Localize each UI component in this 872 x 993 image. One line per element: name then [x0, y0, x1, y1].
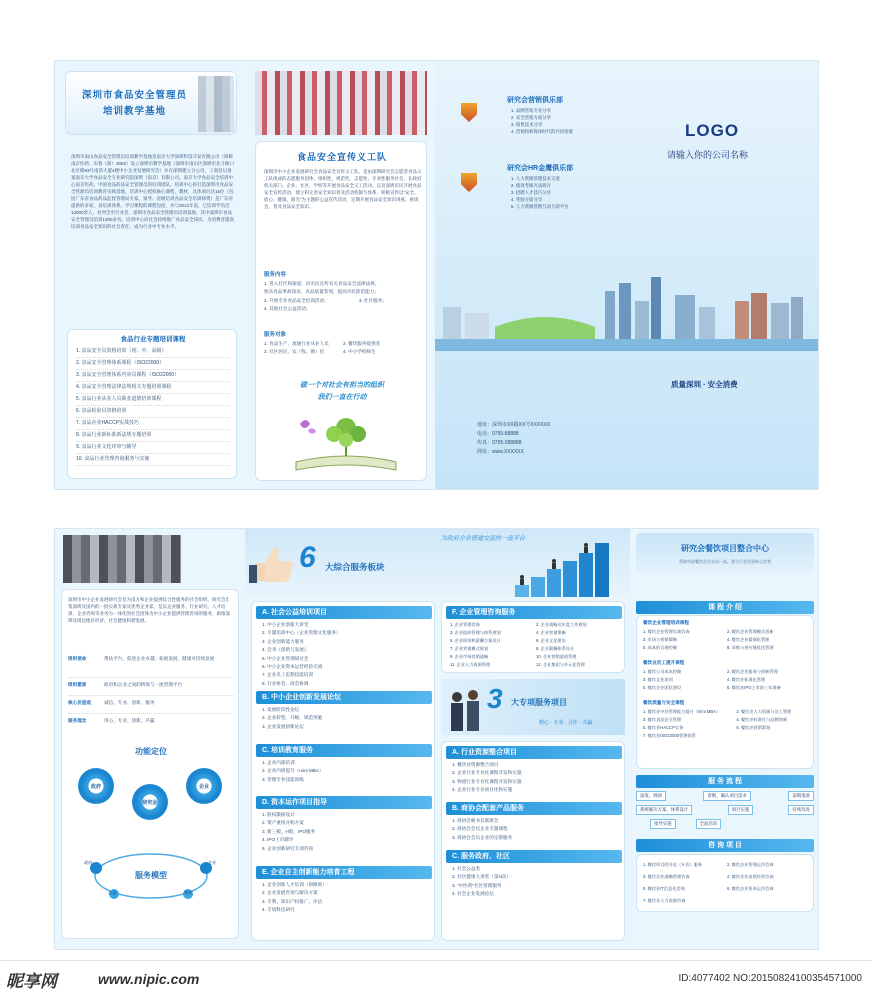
module-e-header: E. 企业自主创新能力培育工程 [256, 866, 432, 879]
watermark-id: ID:4077402 NO:20150824100354571000 [678, 973, 862, 984]
business-people-illustration [447, 687, 487, 733]
consult-item: 4. 餐饮企业连锁经营咨询 [727, 874, 774, 879]
marketing-club-item: 1. 品牌营销专业分享 [511, 108, 552, 113]
module-f-list [450, 621, 622, 669]
catering-group-2-header: 餐饮业员工提升课程 [643, 660, 685, 665]
consult-item: 3. 餐饮企业战略管理咨询 [643, 874, 690, 879]
module-f-item: 8. 企业薪酬体系设计 [536, 646, 575, 651]
course-item: 6. 食品检验员资格培训 [76, 406, 230, 418]
course-item: 4. 食品安全管理法律法规相关专题培训课程 [76, 382, 230, 394]
marketing-club-item: 2. 安全营销方面分享 [511, 115, 552, 120]
catering-header [636, 533, 814, 573]
six-modules-title: 大综合服务板块 [325, 562, 385, 572]
module-b-item: 3. 企业发展创新论坛 [262, 723, 304, 729]
service-flow-chart [636, 791, 814, 835]
service-banner-slogan: 为政府企业搭建交流的一流平台 [441, 536, 526, 542]
project-a-item: 1. 餐饮业资源整合项目 [452, 762, 499, 767]
company-name: 请输入你的公司名称 [667, 150, 749, 160]
catering-course-item: 6. 采购与供应链优化管理 [727, 645, 774, 650]
catering-course-item: 6. 餐饮业营销策划 [736, 725, 771, 730]
marketing-club-list [511, 107, 573, 135]
service-content-list [264, 280, 422, 314]
catering-group-3-list [643, 708, 811, 740]
hr-club-item: 5. 人力资源管理互动互助平台 [511, 204, 569, 209]
contact-info [477, 421, 550, 457]
course-list-title: 食品行业专题培训课程 [120, 336, 186, 343]
training-title-box [65, 71, 237, 135]
module-a-list [262, 621, 430, 688]
project-b-list [452, 817, 622, 842]
consult-item: 1. 餐饮项目的开店（开店）服务 [643, 862, 703, 867]
module-f-item: 10. 企业营销渠道管理 [536, 654, 577, 659]
hr-club-item: 4. 奖励方面分享 [511, 197, 543, 202]
module-a-item: 7. 企业员工思想技能培训 [262, 672, 314, 678]
watermark-brand: 昵享网 [6, 972, 57, 991]
watermark-url[interactable]: www.nipic.com [98, 971, 200, 987]
module-d-item: 2. 资产重组并购方案 [262, 820, 304, 826]
module-e-item: 2. 企业发展咨询与解决方案 [262, 890, 318, 896]
model-node-thinktank: 智库 [184, 890, 193, 895]
module-f-item: 6. 企业文化建设 [536, 638, 566, 643]
org-values-table [68, 656, 234, 732]
service-content-item: 3. 社区服务； [358, 297, 387, 303]
flow-row [636, 805, 814, 815]
catering-course-item: 5. 成本的合理控制 [643, 645, 677, 650]
city-skyline-illustration [435, 271, 819, 351]
service-banner [245, 529, 630, 597]
module-f-item: 11. 企业人力资源管理 [450, 662, 491, 667]
module-f-item: 5. 企业绩效和薪酬方案设计 [450, 638, 501, 643]
project-a-item: 2. 企业行业专业化课程开发和实施 [452, 770, 522, 776]
project-a-item: 3. 物流行业专业化课程开发和实施 [452, 778, 522, 784]
gear-government-icon: 政府 [78, 768, 114, 804]
catering-group-3-header: 餐饮质量与安全课程 [643, 700, 685, 705]
training-title-line-2: 培训教学基地 [102, 106, 166, 117]
volunteer-body-text: 深圳市中小企业发展研究会食品安全宣传义工队，是由深圳研究会志愿者食品义工队组成的志愿服务团体，组织性、规范性、志愿性、专业性服务社会，在政府机关部门、企业、社区、学校等开展食品安全义工活动。以及深圳市民开展食品安全宣传活动，建立和完善安全知识普及活动机制与体系，积极宣传以“安全、放心、健康、阳光”为主题的公益宣传活动，定期开展食品安全知识讲座、座谈会，普及食品安全知识。 [264, 169, 422, 209]
three-projects-number: 3 [487, 683, 503, 714]
project-b-header: B. 商协会配套产品服务 [446, 802, 622, 815]
catering-course-item: 5. 餐饮企业团队建设 [643, 685, 682, 690]
watermark-footer [0, 960, 872, 993]
catering-course-item: 3. 餐饮食品安全管理 [643, 717, 682, 722]
course-item: 2. 食品安全管理体系课程（ISO22000） [76, 358, 230, 370]
service-content-item: 1. 进入社区和街道，向市民宣传有关食品安全法律法规。 [264, 281, 380, 286]
brochure-outer-sheet [54, 60, 819, 490]
catering-course-item: 4. 餐饮业标准化管理 [727, 677, 766, 682]
consult-bar: 咨 询 项 目 [636, 839, 814, 852]
staircase-people-illustration [515, 537, 625, 597]
service-target-list [264, 340, 422, 357]
contact-address: 地址：深圳市XX路XX号XXXXXX [477, 422, 551, 428]
module-f-box [441, 601, 625, 673]
marketing-club-title: 研究会营销俱乐部 [507, 97, 563, 104]
project-a-item: 4. 企业行业专业项目化和实施 [452, 787, 513, 793]
service-model-title: 服务模型 [135, 871, 167, 880]
catering-course-item: 1. 餐饮企业管理实战咨询 [643, 629, 690, 634]
course-item: 10. 食品行业管理咨询服务与实施 [76, 454, 230, 466]
project-c-item: 4. 社会企业发展论坛 [452, 891, 494, 897]
module-d-item: 4. IPO上市辅导 [262, 837, 294, 843]
catering-course-item: 3. 市场与营销策略 [643, 637, 677, 642]
module-a-item: 8. 行业协会、商会协调 [262, 680, 309, 686]
course-item: 7. 食品企业HACCP实战技巧 [76, 418, 230, 430]
course-item: 1. 食品安全员资格培训（初、中、高级） [76, 346, 230, 358]
module-c-item: 3. 管理专业技能训练 [262, 776, 304, 782]
module-e-item: 3. 专利、知识产权推广、评估 [262, 898, 323, 904]
module-f-item: 1. 企业管理咨询 [450, 622, 480, 627]
training-title [72, 88, 197, 120]
module-f-item: 2. 企业战略及年度工作规划 [536, 622, 587, 627]
module-f-item: 12. 企业集团与多元化管理 [536, 662, 585, 667]
module-a-item: 5. 中小企业管理研讨会 [262, 655, 309, 661]
brochure-inner-sheet [54, 528, 819, 950]
catering-course-item: 1. 餐饮公司成本控制 [643, 669, 682, 674]
thumbs-up-icon [249, 543, 297, 585]
flow-step: 诊断、确认项目需求 [703, 791, 751, 801]
org-value-row: 核心价值观 诚信、专业、创新、服务 [68, 696, 234, 714]
function-title: 功能定位 [135, 747, 167, 756]
panel-catering-center [630, 529, 819, 949]
model-node-government: 政府 [84, 860, 93, 865]
catering-group-1-header: 餐饮企业管理培训课程 [643, 620, 689, 625]
module-a-item: 6. 中小企业资本运营经验交流 [262, 664, 323, 670]
org-value-row: 组织使命 帮扶平台，促进企业卓越、拓展发展、健康可持续发展 [68, 656, 234, 678]
module-c-list [262, 759, 430, 784]
service-flow-bar: 服 务 流 程 [636, 775, 814, 788]
project-a-header: A. 行业资源整合项目 [446, 746, 622, 759]
module-d-item: 3. 新三板、H股、IPO服务 [262, 828, 316, 834]
panel-service-modules [245, 529, 630, 949]
service-content-item: 快乐食品事故知识、食品质量鉴别，提高市民防范能力； [264, 289, 379, 295]
catering-course-item: 7. 餐饮业ISO22000管理体系 [643, 733, 696, 738]
panel-volunteer-team [245, 61, 435, 489]
module-a-item: 4. 会刊《创新与发展》 [262, 647, 309, 653]
catering-course-item: 4. 餐饮企业精细化管理 [727, 637, 770, 642]
course-item: 9. 食品行业文化评审与辅导 [76, 442, 230, 454]
project-c-item: 3. “中医药”社区管理服务 [452, 882, 502, 888]
module-f-item: 4. 企业营销策略 [536, 630, 566, 635]
flow-row [636, 791, 814, 801]
module-f-item: 7. 企业营销模式规划 [450, 646, 489, 651]
catering-course-item: 2. 餐饮企业管理模式创新 [727, 629, 774, 634]
volunteer-photo-pixelated [255, 71, 427, 135]
catering-course-item: 2. 餐饮业人力资源与员工管理 [736, 709, 792, 714]
catering-course-box [636, 615, 814, 769]
module-a-header: A. 社会公益培训项目 [256, 606, 432, 619]
consult-item: 5. 餐饮业IT信息化咨询 [643, 886, 685, 891]
volunteer-box [255, 141, 427, 481]
project-b-item: 1. 商协会秘书长联席会 [452, 818, 499, 823]
course-list [76, 346, 230, 466]
module-c-item: 2. 企业内训提升（mini MBA） [262, 768, 324, 774]
module-d-list [262, 811, 430, 853]
consult-list [643, 859, 811, 907]
hr-club-item: 1. 人力资源管理技术交流 [511, 176, 560, 181]
company-logo: LOGO [685, 121, 740, 140]
consult-item: 6. 餐饮企业资本运作咨询 [727, 886, 774, 891]
modules-left-column [251, 601, 435, 941]
module-f-item: 9. 企业市场营销战略 [450, 654, 489, 659]
panel-training-base [55, 61, 245, 489]
service-content-item: 4. 其他社会公益活动； [264, 306, 311, 312]
project-c-item: 1. 社会公益类 [452, 866, 481, 871]
panel-cover [435, 61, 819, 489]
project-b-item: 2. 商协会会员企业专题课程 [452, 826, 508, 832]
project-c-item: 2. 社区健康大讲堂（第N次） [452, 874, 511, 880]
module-e-item: 1. 企业创新人才培训（研修班） [262, 882, 327, 887]
catering-group-2-list [643, 668, 811, 692]
flow-step: 持续改进 [788, 805, 814, 815]
consult-item: 2. 餐饮企业管理运作咨询 [727, 862, 774, 867]
model-node-public: 公益 [108, 890, 117, 895]
flow-row [636, 819, 814, 829]
three-projects-banner [441, 679, 625, 735]
org-intro-box [61, 589, 239, 939]
service-target-item: 4. 中小学校师生 [343, 349, 376, 355]
volunteer-slogan-line-1: 做一个对社会有担当的组织 [300, 382, 384, 389]
volunteer-slogan [256, 380, 428, 404]
project-c-list [452, 865, 622, 899]
marketing-club-shield-icon [461, 103, 477, 122]
volunteer-slogan-line-2: 我们一直在行动 [317, 394, 367, 401]
catering-course-item: 6. 餐饮业IPO上市前三年准备 [727, 685, 781, 690]
three-projects-subtitle: 精心 · 专业 · 合作 · 共赢 [539, 720, 593, 726]
course-item: 8. 食品行业新标准新法规专题培训 [76, 430, 230, 442]
hr-club-item: 3. 招聘人才技巧分享 [511, 190, 552, 195]
flow-step: 前期准备 [788, 791, 814, 801]
course-item: 3. 食品安全管理体系内审员课程（ISO22000） [76, 370, 230, 382]
org-photo-pixelated [63, 535, 181, 583]
service-target-item: 2. 餐饮服务提供者 [343, 341, 381, 346]
project-a-list [452, 761, 622, 795]
gear-enterprise-icon: 企业 [186, 768, 222, 804]
model-node-enterprise: 企业 [208, 860, 217, 865]
org-intro-text: 深圳市中小企业发展研究会是为南方和企业提供综合性服务的社会组织，研究会汇集深圳及国内的一批实战专家及优秀企业家，是以企业服务、行业研究、人才培训、企业咨询等业务为一体化的社会团体为中小企业提供管理咨询的服务、助推深圳及周边地区经济、社会健康和谐发展。 [68, 597, 230, 623]
catering-course-item: 1. 餐饮业中层管理能力提升（mini MBA） [643, 709, 721, 714]
marketing-club-item: 4. 营销和新媒体时代的共同客群 [511, 129, 573, 134]
training-photo-pixelated [198, 76, 234, 132]
hr-club-title: 研究会HR金鹰俱乐部 [507, 165, 574, 172]
consult-box [636, 854, 814, 912]
module-d-header: D. 资本运作项目指导 [256, 796, 432, 809]
six-modules-number: 6 [299, 541, 316, 574]
project-b-item: 3. 商协会会员企业的定制服务 [452, 834, 513, 840]
flow-step: 项目实施 [728, 805, 754, 815]
hr-club-item: 2. 绩效考核方法研讨 [511, 183, 552, 188]
org-value-row: 组织愿景 政府和企业之间的桥梁与一流管理平台 [68, 678, 234, 696]
module-e-item: 4. 专项科技研究 [262, 907, 295, 913]
module-a-item: 3. 企业创新能力服务 [262, 638, 304, 644]
volunteer-title: 食品安全宣传义工队 [296, 152, 387, 162]
module-b-item: 1. 发展阶段性论坛 [262, 707, 300, 712]
catering-course-item: 2. 餐饮企业服务与创新管理 [727, 669, 778, 674]
catering-group-1-list [643, 628, 811, 652]
catering-course-item: 4. 餐饮业标准化与品牌创新 [736, 717, 788, 722]
catering-title: 研究会餐饮项目整合中心 [681, 544, 769, 553]
flow-step: 深度、调研 [636, 791, 666, 801]
module-c-header: C. 培训教育服务 [256, 744, 432, 757]
module-b-header: B. 中小企业创新发展论坛 [256, 691, 432, 704]
catering-subtitle: 帮助中国餐饮企业走向一流，建立行业发展核心优势 [679, 559, 771, 564]
module-a-item: 2. 专题培训中心（企业管理文化服务） [262, 630, 341, 636]
cover-tagline: 质量深圳 · 安全消费 [671, 380, 738, 389]
catering-course-bar: 课 程 介 绍 [636, 601, 814, 614]
service-content-heading: 服务内容 [264, 272, 287, 278]
service-target-item: 1. 食品生产、流通行业从业人员 [264, 341, 329, 346]
catering-course-item: 5. 餐饮业HACCP实务 [643, 725, 684, 730]
service-target-item: 3. 社区居民、农（牧、渔）民 [264, 349, 325, 355]
module-f-item: 3. 企业组织管理与体系规划 [450, 630, 501, 635]
panel-org-intro [55, 529, 245, 949]
module-a-item: 1. 中小企业创新大讲堂 [262, 622, 309, 627]
module-f-header: F. 企业管理咨询服务 [446, 606, 622, 619]
flow-step: 系统解决方案、体系设计 [636, 805, 692, 815]
special-projects-box [441, 741, 625, 941]
hr-club-list [511, 175, 569, 210]
training-body-text: 深圳市南山食品安全管理员培训教学基地是南京大学深圳科技开发有限公司（简称南京医药：布鲁（简）3002）设立深圳市教学基地（深圳市南山区深圳市北斗路口北区路83号南湾大厦4楼中小企业发展研究会）并在深圳建立分公司，工商登记备案南京大学食品安全专业研究院深圳（南京）有限公司。南京大学食品安全培训中心南京医药。中国食品药品安全管理员的培训团队，培训中心将打造深圳市食品安全管理员培训教育实践基地。培训中心授权核心课程，教材，具体项目达16位（包括广东省食品药品监督管理局专家、领导、省级培训食品安全培训师资）是广东省提供的多家，省培训体系。学习课程的课程包括，并与2012年前，已培训学员近12000余人，名列全市行业首，深圳市食品安全管理员培训基地。其中深圳市食品安全管理员培训1300多名。培训中心向社会持续推广食品安全知识。为消费者提高培训食品安全知识的社会责任，成为行业中专业水平。 [71, 154, 235, 229]
service-target-heading: 服务对象 [264, 332, 287, 338]
course-list-box [67, 329, 237, 479]
gear-association-icon: 研究会 [132, 784, 168, 820]
service-content-item: 2. 开展专业食品安全培训活动； [264, 297, 329, 303]
org-value-row: 服务理念 用心、专业、创新、共赢 [68, 718, 155, 723]
consult-item: 7. 餐饮业人力资源咨询 [643, 898, 686, 903]
flow-step: 指导实施 [650, 819, 676, 829]
contact-website: 网址：www.XXXXXX [477, 449, 524, 455]
marketing-club-item: 3. 销售技术分享 [511, 122, 543, 127]
contact-fax: 传真：0755-288888 [477, 440, 522, 446]
module-d-item: 5. 企业创新研究专项咨询 [262, 845, 314, 851]
three-projects-title: 大专项服务项目 [511, 698, 567, 707]
hr-club-shield-icon [461, 173, 477, 192]
catering-course-item: 3. 餐饮文化培训 [643, 677, 673, 682]
module-b-list [262, 706, 430, 731]
course-item: 5. 食品行业从业人员职业道德培训课程 [76, 394, 230, 406]
flow-step: 全面培训 [696, 819, 722, 829]
contact-phone: 电话：0755-88888 [477, 431, 519, 437]
module-b-item: 2. 企业转型、升级、规范突破 [262, 715, 323, 721]
module-e-list [262, 881, 430, 915]
open-book-plant-illustration [286, 410, 406, 476]
project-c-header: C. 服务政府、社区 [446, 850, 622, 863]
module-d-item: 1. 股权激励设计 [262, 812, 295, 817]
training-title-line-1: 深圳市食品安全管理员 [81, 90, 187, 101]
module-c-item: 1. 企业内部培训 [262, 760, 295, 765]
